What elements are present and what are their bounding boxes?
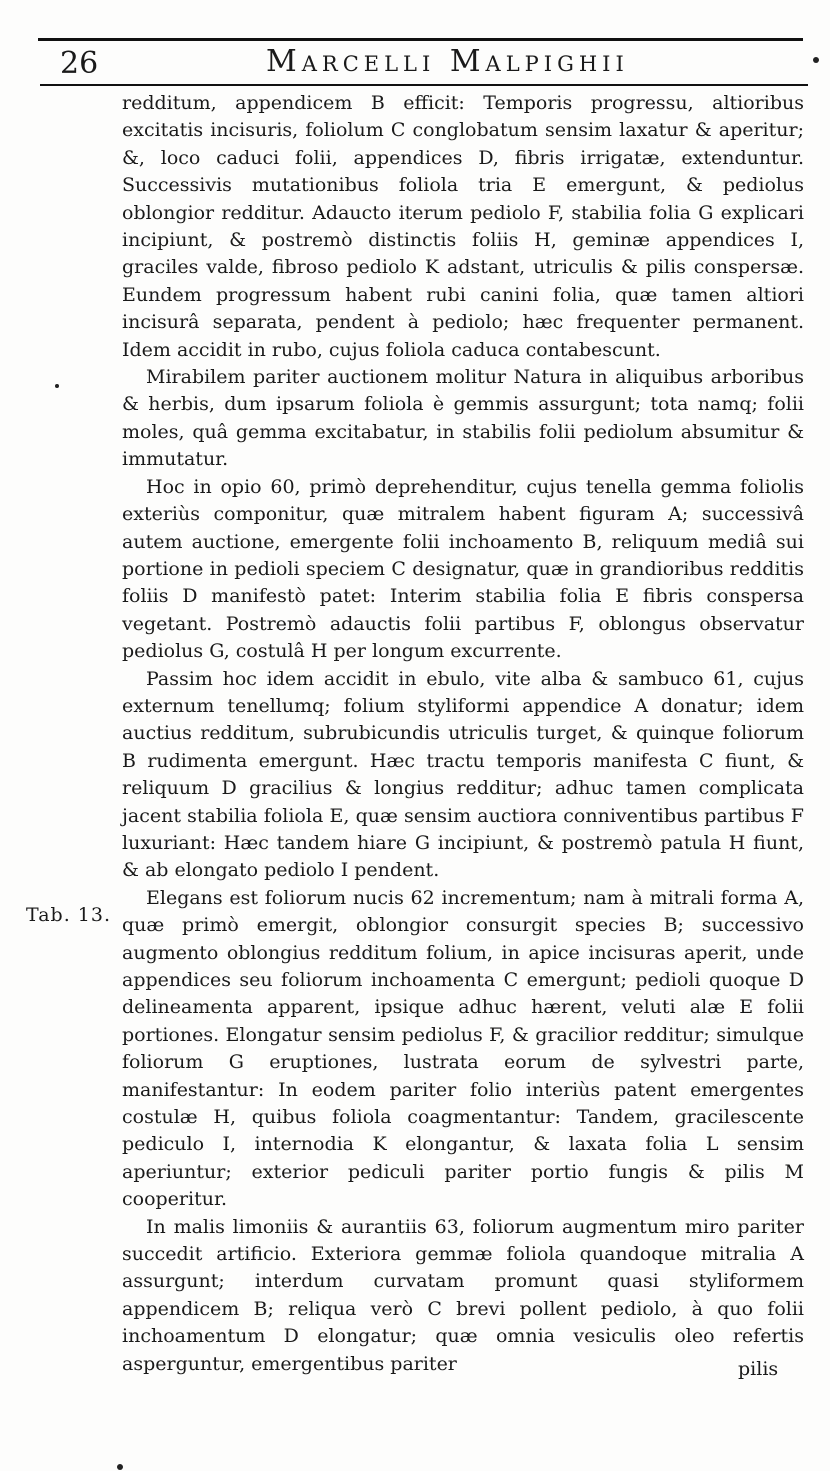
ink-speck xyxy=(55,384,59,388)
paragraph: Passim hoc idem accidit in ebulo, vite alba & sambuco 61, cujus externum tenellumq; folium styliformi appendice A donatur; idem auctius redditum, subrubicundis utriculis turget, & quinque foliorum B rudimenta emergunt. Hæc tractu temporis manifesta C fiunt, & reliquum D gracilius & longius redditur; adhuc tamen complicata jacent stabilia foliola E, quæ sensim auctiora conniventibus partibus F luxuriant: Hæc tandem hiare G incipiunt, & postremò patula H fiunt, & ab elongato pediolo I pendent. xyxy=(122,667,804,882)
paragraph: redditum, appendicem B efficit: Temporis progressu, altioribus excitatis incisuris, foliolum C conglobatum sensim laxatur & aperitur; &, loco caduci folii, appendices D, fibris irrigatæ, extenduntur. Successivis mutationibus foliola tria E emergunt, & pediolus oblongior redditur. Adaucto iterum pediolo F, stabilia folia G explicari incipiunt, & postremò distinctis foliis H, geminæ appendices I, graciles valde, fibroso pediolo K adstant, utriculis & pilis conspersæ. Eundem progressum habent rubi canini folia, quæ tamen altiori incisurâ separata, pendent à pediolo; hæc frequenter permanent. Idem accidit in rubo, cujus foliola caduca contabescunt. xyxy=(122,92,804,361)
running-title: Marcelli Malpighii xyxy=(266,44,629,79)
body-text xyxy=(122,90,804,1378)
ink-speck xyxy=(813,57,819,63)
page-number: 26 xyxy=(60,46,99,81)
page-header xyxy=(38,40,798,90)
paragraph: Hoc in opio 60, primò deprehenditur, cujus tenella gemma foliolis exteriùs componitur, quæ mitralem habent figuram A; successivâ autem auctione, emergente folii inchoamento B, reliquum mediâ sui portione in pedioli speciem C designatur, quæ in grandioribus redditis foliis D manifestò patet: Interim stabilia folia E fibris conspersa vegetant. Postremò adauctis folii partibus F, oblongus observatur pediolus G, costulâ H per longum excurrente. xyxy=(122,475,804,663)
catchword: pilis xyxy=(738,1358,779,1380)
paragraph: Mirabilem pariter auctionem molitur Natura in aliquibus arboribus & herbis, dum ipsarum foliola è gemmis assurgunt; tota namq; folii moles, quâ gemma excitabatur, in stabilis folii pediolum absumitur & immutatur. xyxy=(122,366,804,471)
ink-speck xyxy=(117,1464,123,1470)
paragraph: In malis limoniis & aurantiis 63, foliorum augmentum miro pariter succedit artificio. Exteriora gemmæ foliola quandoque mitralia A assurgunt; interdum curvatam promunt quasi styliformem appendicem B; reliqua verò C brevi pollent pediolo, à quo folii inchoamentum D elongatur; quæ omnia vesiculis oleo refertis asperguntur, emergentibus pariter xyxy=(122,1215,804,1375)
margin-note-plate-ref: Tab. 13. xyxy=(26,904,111,926)
header-bottom-rule xyxy=(40,84,808,86)
paragraph: Elegans est foliorum nucis 62 incrementum; nam à mitrali forma A, quæ primò emergit, oblongior consurgit species B; successivo augmento oblongius redditum folium, in apice incisuras aperit, unde appendices seu foliorum inchoamenta C emergunt; pedioli quoque D delineamenta apparent, ipsique adhuc hærent, veluti alæ E folii portiones. Elongatur sensim pediolus F, & gracilior redditur; simulque foliorum G eruptiones, lustrata eorum de sylvestri parte, manifestantur: In eodem pariter folio interiùs patent emergentes costulæ H, quibus foliola coagmentantur: Tandem, gracilescente pediculo I, internodia K elongantur, & laxata folia L sensim aperiuntur; exterior pediculi pariter portio fungis & pilis M cooperitur. xyxy=(122,886,804,1211)
